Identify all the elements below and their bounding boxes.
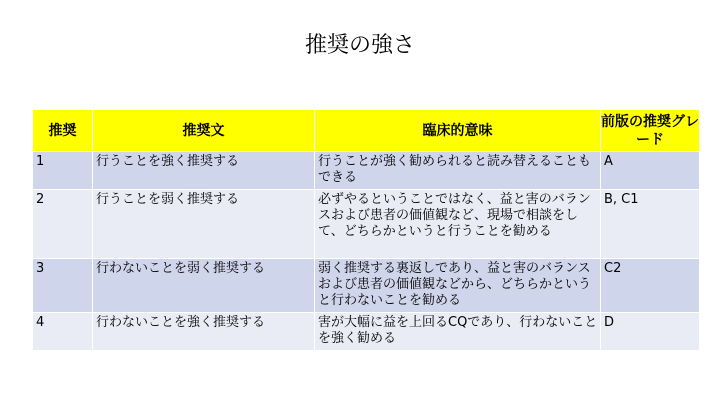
cell-statement: 行うことを強く推奨する: [93, 152, 314, 189]
cell-statement: 行わないことを強く推奨する: [93, 313, 314, 350]
table-row: [33, 313, 699, 350]
header-recommendation: 推奨: [33, 110, 92, 151]
cell-number: 1: [33, 152, 92, 189]
cell-meaning: 弱く推奨する裏返しであり、益と害のバランスおよび患者の価値観などから、どちらかというと行わないことを勧める: [315, 259, 600, 312]
recommendation-strength-table: [32, 109, 700, 351]
header-statement: 推奨文: [93, 110, 314, 151]
cell-meaning: 必ずやるということではなく、益と害のバランスおよび患者の価値観など、現場で相談をして、どちらかというと行うことを勧める: [315, 190, 600, 258]
cell-statement: 行うことを弱く推奨する: [93, 190, 314, 258]
table-row: [33, 190, 699, 258]
header-clinical-meaning: 臨床的意味: [315, 110, 600, 151]
cell-statement: 行わないことを弱く推奨する: [93, 259, 314, 312]
cell-meaning: 害が大幅に益を上回るCQであり、行わないことを強く勧める: [315, 313, 600, 350]
table-row: [33, 259, 699, 312]
slide-title: 推奨の強さ: [304, 33, 415, 58]
cell-number: 4: [33, 313, 92, 350]
header-previous-grade: 前版の推奨グレード: [601, 110, 699, 151]
cell-number: 2: [33, 190, 92, 258]
cell-grade: C2: [601, 259, 699, 312]
cell-meaning: 行うことが強く勧められると読み替えることもできる: [315, 152, 600, 189]
cell-number: 3: [33, 259, 92, 312]
table-row: [33, 152, 699, 189]
cell-grade: B, C1: [601, 190, 699, 258]
table-header-row: [33, 110, 699, 151]
cell-grade: A: [601, 152, 699, 189]
cell-grade: D: [601, 313, 699, 350]
